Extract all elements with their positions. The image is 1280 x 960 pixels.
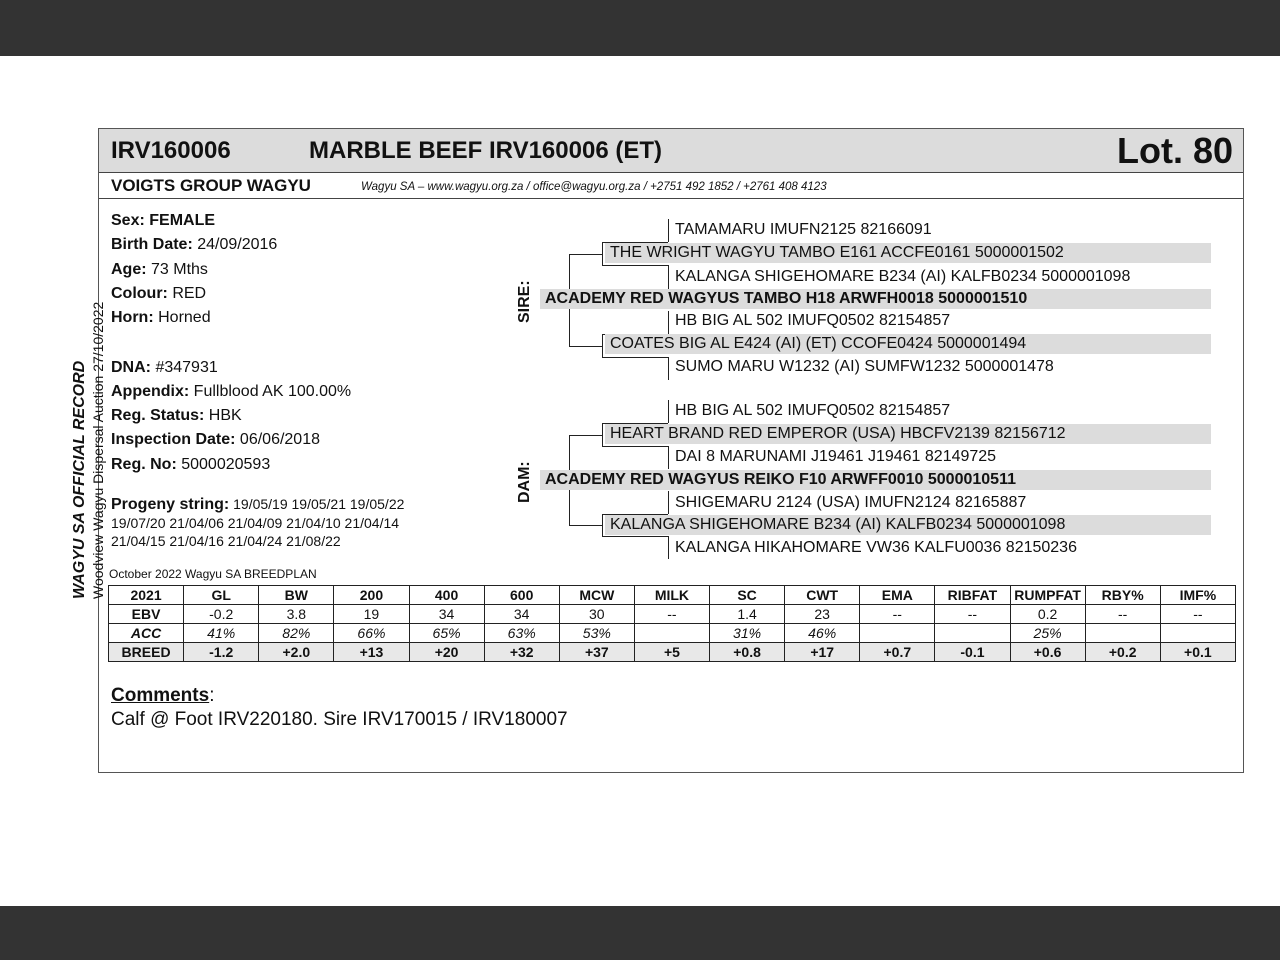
table-cell: BREED [109,643,184,662]
sire-dam-sire: HB BIG AL 502 IMUFQ0502 82154857 [675,312,951,329]
official-record-text: WAGYU SA OFFICIAL RECORD [71,360,88,599]
table-cell: -- [935,605,1010,624]
table-cell: GL [184,586,259,605]
lot-number: Lot. 80 [1116,130,1233,171]
auction-text: Woodview Wagyu Dispersal Auction 27/10/2022 [90,301,106,599]
horn-value: Horned [158,309,211,326]
table-cell: 0.2 [1010,605,1085,624]
ssd-connector [668,265,669,288]
table-cell: RBY% [1085,586,1160,605]
ds-bracket [602,423,603,446]
sire: ACADEMY RED WAGYUS TAMBO H18 ARWFH0018 5000001510 [540,289,1211,309]
sire-sire: THE WRIGHT WAGYU TAMBO E161 ACCFE0161 5000001502 [605,243,1211,263]
table-cell: 3.8 [259,605,334,624]
sd-bracket [602,334,603,357]
table-cell: 30 [559,605,634,624]
dsd-connector [668,446,669,469]
table-cell: -- [1160,605,1235,624]
table-cell: 25% [1010,624,1085,643]
table-cell: 46% [785,624,860,643]
appendix-value: Fullblood AK 100.00% [193,383,352,400]
inspection-date-row: Inspection Date: 06/06/2018 [111,431,320,448]
table-row-acc [109,624,1236,643]
table-cell: +5 [634,643,709,662]
dam-label: DAM: [516,461,533,503]
table-cell: +0.2 [1085,643,1160,662]
dam-dam: KALANGA SHIGEHOMARE B234 (AI) KALFB0234 5000001098 [605,515,1211,535]
table-cell: +0.8 [710,643,785,662]
table-cell: EBV [109,605,184,624]
table-cell [1085,624,1160,643]
table-cell: +0.6 [1010,643,1085,662]
animal-name: MARBLE BEEF IRV160006 (ET) [309,137,662,164]
table-cell: +0.7 [860,643,935,662]
dna-row: DNA: #347931 [111,359,218,376]
sdd-line [602,357,668,358]
official-record-stamp [71,302,107,599]
dds-connector [668,491,669,514]
sire-bracket-bottom [569,346,602,347]
table-cell [1160,624,1235,643]
table-cell: +0.1 [1160,643,1235,662]
age-value: 73 Mths [151,261,208,278]
table-cell: 53% [559,624,634,643]
dam-sire-dam: DAI 8 MARUNAMI J19461 J19461 82149725 [675,448,997,465]
table-cell: SC [710,586,785,605]
colour-row: Colour: RED [111,285,207,302]
table-cell: 23 [785,605,860,624]
dd-bracket [602,514,603,536]
table-cell: 63% [484,624,559,643]
table-cell: CWT [785,586,860,605]
table-cell: -0.1 [935,643,1010,662]
table-cell: +20 [409,643,484,662]
ssd-line [602,265,668,266]
top-frame-bar [0,0,1280,56]
table-cell: +32 [484,643,559,662]
appendix-row: Appendix: Fullblood AK 100.00% [111,383,352,400]
sire-dam-dam: SUMO MARU W1232 (AI) SUMFW1232 5000001478 [675,358,1054,375]
horn-row: Horn: Horned [111,309,211,326]
table-cell: 19 [334,605,409,624]
reg-status-value: HBK [208,407,242,424]
table-cell: -0.2 [184,605,259,624]
ss-bracket [602,242,603,265]
table-cell: 1.4 [710,605,785,624]
table-cell: BW [259,586,334,605]
bottom-frame-bar [0,906,1280,960]
table-cell: -- [634,605,709,624]
table-cell: +13 [334,643,409,662]
table-cell: MCW [559,586,634,605]
progeny-label: Progeny string: [111,496,230,513]
table-cell: -1.2 [184,643,259,662]
sire-dam: COATES BIG AL E424 (AI) (ET) CCOFE0424 5000001494 [605,334,1211,354]
sire-sire-sire: TAMAMARU IMUFN2125 82166091 [675,221,932,238]
table-row-ebv [109,605,1236,624]
table-cell [634,624,709,643]
progeny-dates-3: 21/04/15 21/04/16 21/04/24 21/08/22 [111,533,341,549]
dam-sire-sire: HB BIG AL 502 IMUFQ0502 82154857 [675,402,951,419]
table-cell: ACC [109,624,184,643]
reg-no-value: 5000020593 [181,456,271,473]
sire-label: SIRE: [516,280,533,323]
dam-dam-sire: SHIGEMARU 2124 (USA) IMUFN2124 82165887 [675,494,1027,511]
age-row: Age: 73 Mths [111,261,208,278]
sex-value: FEMALE [149,212,216,229]
seller-row [99,173,1243,199]
progeny-dates-1: 19/05/19 19/05/21 19/05/22 [233,496,405,512]
comments-colon: : [209,685,215,706]
table-cell: 2021 [109,586,184,605]
table-cell: 66% [334,624,409,643]
breedplan-label: October 2022 Wagyu SA BREEDPLAN [109,567,317,581]
table-cell: 200 [334,586,409,605]
table-cell: MILK [634,586,709,605]
progeny-dates-2: 19/07/20 21/04/06 21/04/09 21/04/10 21/04/14 [111,515,400,531]
sex-row: Sex: FEMALE [111,212,216,229]
progeny-string [111,495,404,550]
comments-section [111,685,568,731]
sire-sire-dam: KALANGA SHIGEHOMARE B234 (AI) KALFB0234 5000001098 [675,268,1131,285]
table-cell: IMF% [1160,586,1235,605]
comments-text: Calf @ Foot IRV220180. Sire IRV170015 / IRV180007 [111,709,568,730]
seller-name: VOIGTS GROUP WAGYU [111,176,311,195]
table-cell: 400 [409,586,484,605]
dam: ACADEMY RED WAGYUS REIKO F10 ARWFF0010 5000010511 [540,470,1211,490]
inspection-date-value: 06/06/2018 [239,431,320,448]
table-cell: 65% [409,624,484,643]
table-cell: 41% [184,624,259,643]
sss-connector [668,219,669,242]
table-cell: EMA [860,586,935,605]
animal-id: IRV160006 [111,137,231,164]
breedplan-table [108,585,1236,662]
birth-date-row: Birth Date: 24/09/2016 [111,236,278,253]
sds-connector [668,311,669,334]
table-cell: 31% [710,624,785,643]
table-cell: +2.0 [259,643,334,662]
contact-info: Wagyu SA – www.wagyu.org.za / office@wagyu.org.za / +2751 492 1852 / +2761 408 4123 [361,181,827,193]
table-cell: 600 [484,586,559,605]
comments-title: Comments [111,685,210,706]
sdd-connector [668,357,669,380]
table-cell: -- [1085,605,1160,624]
reg-no-row: Reg. No: 5000020593 [111,456,271,473]
reg-status-row: Reg. Status: HBK [111,407,242,424]
dam-dam-dam: KALANGA HIKAHOMARE VW36 KALFU0036 82150236 [675,539,1077,556]
table-cell: RIBFAT [935,586,1010,605]
ddd-connector [668,536,669,559]
colour-value: RED [172,285,207,302]
table-cell: +37 [559,643,634,662]
table-cell: 34 [484,605,559,624]
dss-connector [668,400,669,423]
table-header-row [109,586,1236,605]
birth-date-value: 24/09/2016 [197,236,278,253]
table-cell [935,624,1010,643]
table-cell: -- [860,605,935,624]
table-cell: 34 [409,605,484,624]
lot-record-card [71,128,1244,773]
table-row-breed [109,643,1236,662]
table-cell: +17 [785,643,860,662]
dna-value: #347931 [155,359,218,376]
sire-bracket-top [569,254,602,255]
dam-bracket-bottom [569,525,602,526]
table-cell [860,624,935,643]
dsd-line [602,446,668,447]
dam-sire: HEART BRAND RED EMPEROR (USA) HBCFV2139 82156712 [605,424,1211,444]
record-header [99,129,1243,173]
table-cell: RUMPFAT [1010,586,1085,605]
table-cell: 82% [259,624,334,643]
ddd-line [602,536,668,537]
dam-bracket-top [569,435,602,436]
